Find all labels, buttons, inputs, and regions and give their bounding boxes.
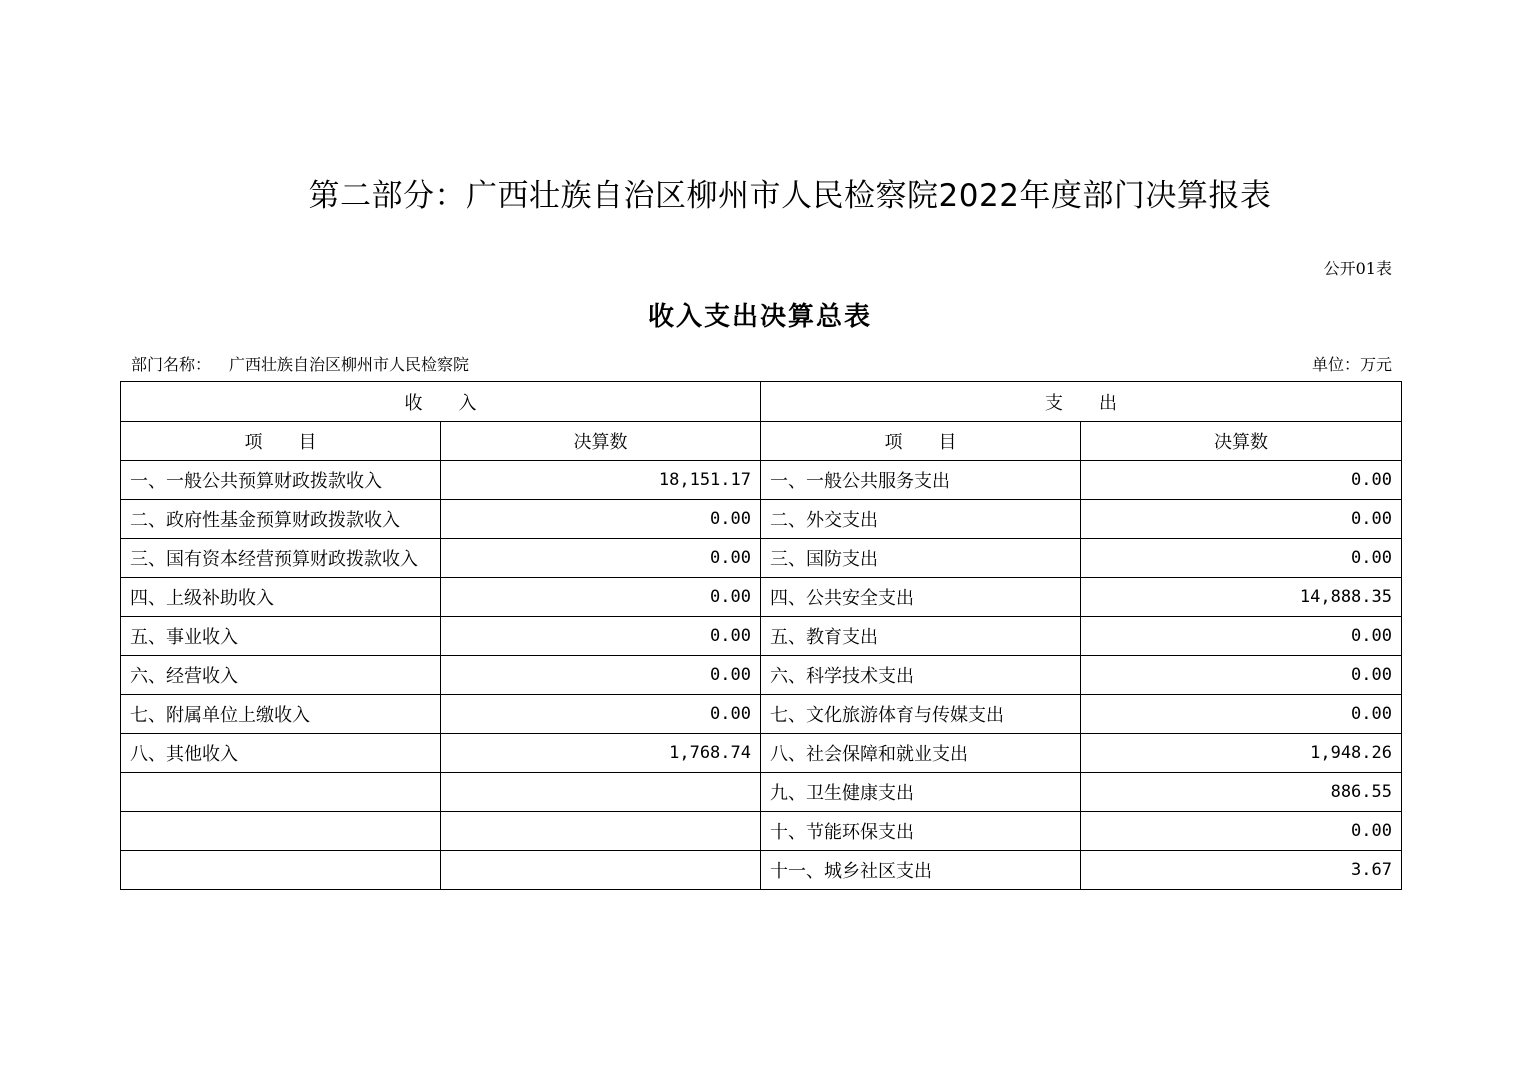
income-amount-cell xyxy=(441,851,761,890)
expense-item-header: 项 目 xyxy=(761,422,1081,461)
income-amount-header: 决算数 xyxy=(441,422,761,461)
income-item-cell xyxy=(121,851,441,890)
table-row xyxy=(121,461,1402,500)
income-amount-cell: 0.00 xyxy=(441,539,761,578)
column-header-row xyxy=(121,422,1402,461)
table-row xyxy=(121,812,1402,851)
expense-item-cell: 六、科学技术支出 xyxy=(761,656,1081,695)
expense-item-cell: 四、公共安全支出 xyxy=(761,578,1081,617)
income-item-cell: 六、经营收入 xyxy=(121,656,441,695)
table-row xyxy=(121,656,1402,695)
expense-amount-cell: 3.67 xyxy=(1081,851,1402,890)
income-amount-cell xyxy=(441,773,761,812)
table-row xyxy=(121,617,1402,656)
income-amount-cell: 0.00 xyxy=(441,617,761,656)
table-row xyxy=(121,539,1402,578)
expense-item-cell: 五、教育支出 xyxy=(761,617,1081,656)
expense-amount-cell: 14,888.35 xyxy=(1081,578,1402,617)
expense-amount-cell: 886.55 xyxy=(1081,773,1402,812)
expense-amount-cell: 0.00 xyxy=(1081,695,1402,734)
table-row xyxy=(121,695,1402,734)
income-amount-cell xyxy=(441,812,761,851)
income-item-cell xyxy=(121,812,441,851)
expense-item-cell: 二、外交支出 xyxy=(761,500,1081,539)
department-value: 广西壮族自治区柳州市人民检察院 xyxy=(229,355,470,374)
income-item-cell: 八、其他收入 xyxy=(121,734,441,773)
income-item-cell: 一、一般公共预算财政拨款收入 xyxy=(121,461,441,500)
expense-amount-cell: 0.00 xyxy=(1081,539,1402,578)
expense-amount-cell: 0.00 xyxy=(1081,461,1402,500)
unit-label: 单位：万元 xyxy=(1311,355,1392,374)
income-item-cell: 七、附属单位上缴收入 xyxy=(121,695,441,734)
expense-amount-cell: 0.00 xyxy=(1081,812,1402,851)
department-line xyxy=(131,352,469,375)
expense-item-cell: 七、文化旅游体育与传媒支出 xyxy=(761,695,1081,734)
table-row xyxy=(121,773,1402,812)
expense-item-cell: 九、卫生健康支出 xyxy=(761,773,1081,812)
expense-item-cell: 十、节能环保支出 xyxy=(761,812,1081,851)
table-row xyxy=(121,578,1402,617)
income-expense-table xyxy=(120,381,1402,890)
expense-item-cell: 一、一般公共服务支出 xyxy=(761,461,1081,500)
income-header: 收 入 xyxy=(121,382,761,422)
income-item-header: 项 目 xyxy=(121,422,441,461)
income-item-cell: 二、政府性基金预算财政拨款收入 xyxy=(121,500,441,539)
income-amount-cell: 0.00 xyxy=(441,500,761,539)
table-body xyxy=(121,382,1402,890)
expense-amount-cell: 0.00 xyxy=(1081,656,1402,695)
income-item-cell: 三、国有资本经营预算财政拨款收入 xyxy=(121,539,441,578)
expense-amount-cell: 0.00 xyxy=(1081,617,1402,656)
table-header-row xyxy=(121,382,1402,422)
expense-item-cell: 三、国防支出 xyxy=(761,539,1081,578)
table-row xyxy=(121,734,1402,773)
table-row xyxy=(121,500,1402,539)
income-amount-cell: 18,151.17 xyxy=(441,461,761,500)
table-title: 收入支出决算总表 xyxy=(647,302,872,332)
expense-amount-header: 决算数 xyxy=(1081,422,1402,461)
expense-item-cell: 十一、城乡社区支出 xyxy=(761,851,1081,890)
income-amount-cell: 1,768.74 xyxy=(441,734,761,773)
table-row xyxy=(121,851,1402,890)
expense-item-cell: 八、社会保障和就业支出 xyxy=(761,734,1081,773)
income-item-cell: 四、上级补助收入 xyxy=(121,578,441,617)
income-amount-cell: 0.00 xyxy=(441,656,761,695)
department-label: 部门名称： xyxy=(131,355,212,374)
page-title: 第二部分：广西壮族自治区柳州市人民检察院2022年度部门决算报表 xyxy=(308,178,1272,214)
form-number: 公开01表 xyxy=(1323,259,1392,278)
expense-amount-cell: 1,948.26 xyxy=(1081,734,1402,773)
income-amount-cell: 0.00 xyxy=(441,578,761,617)
income-amount-cell: 0.00 xyxy=(441,695,761,734)
expense-header: 支 出 xyxy=(761,382,1402,422)
expense-amount-cell: 0.00 xyxy=(1081,500,1402,539)
income-item-cell: 五、事业收入 xyxy=(121,617,441,656)
income-item-cell xyxy=(121,773,441,812)
